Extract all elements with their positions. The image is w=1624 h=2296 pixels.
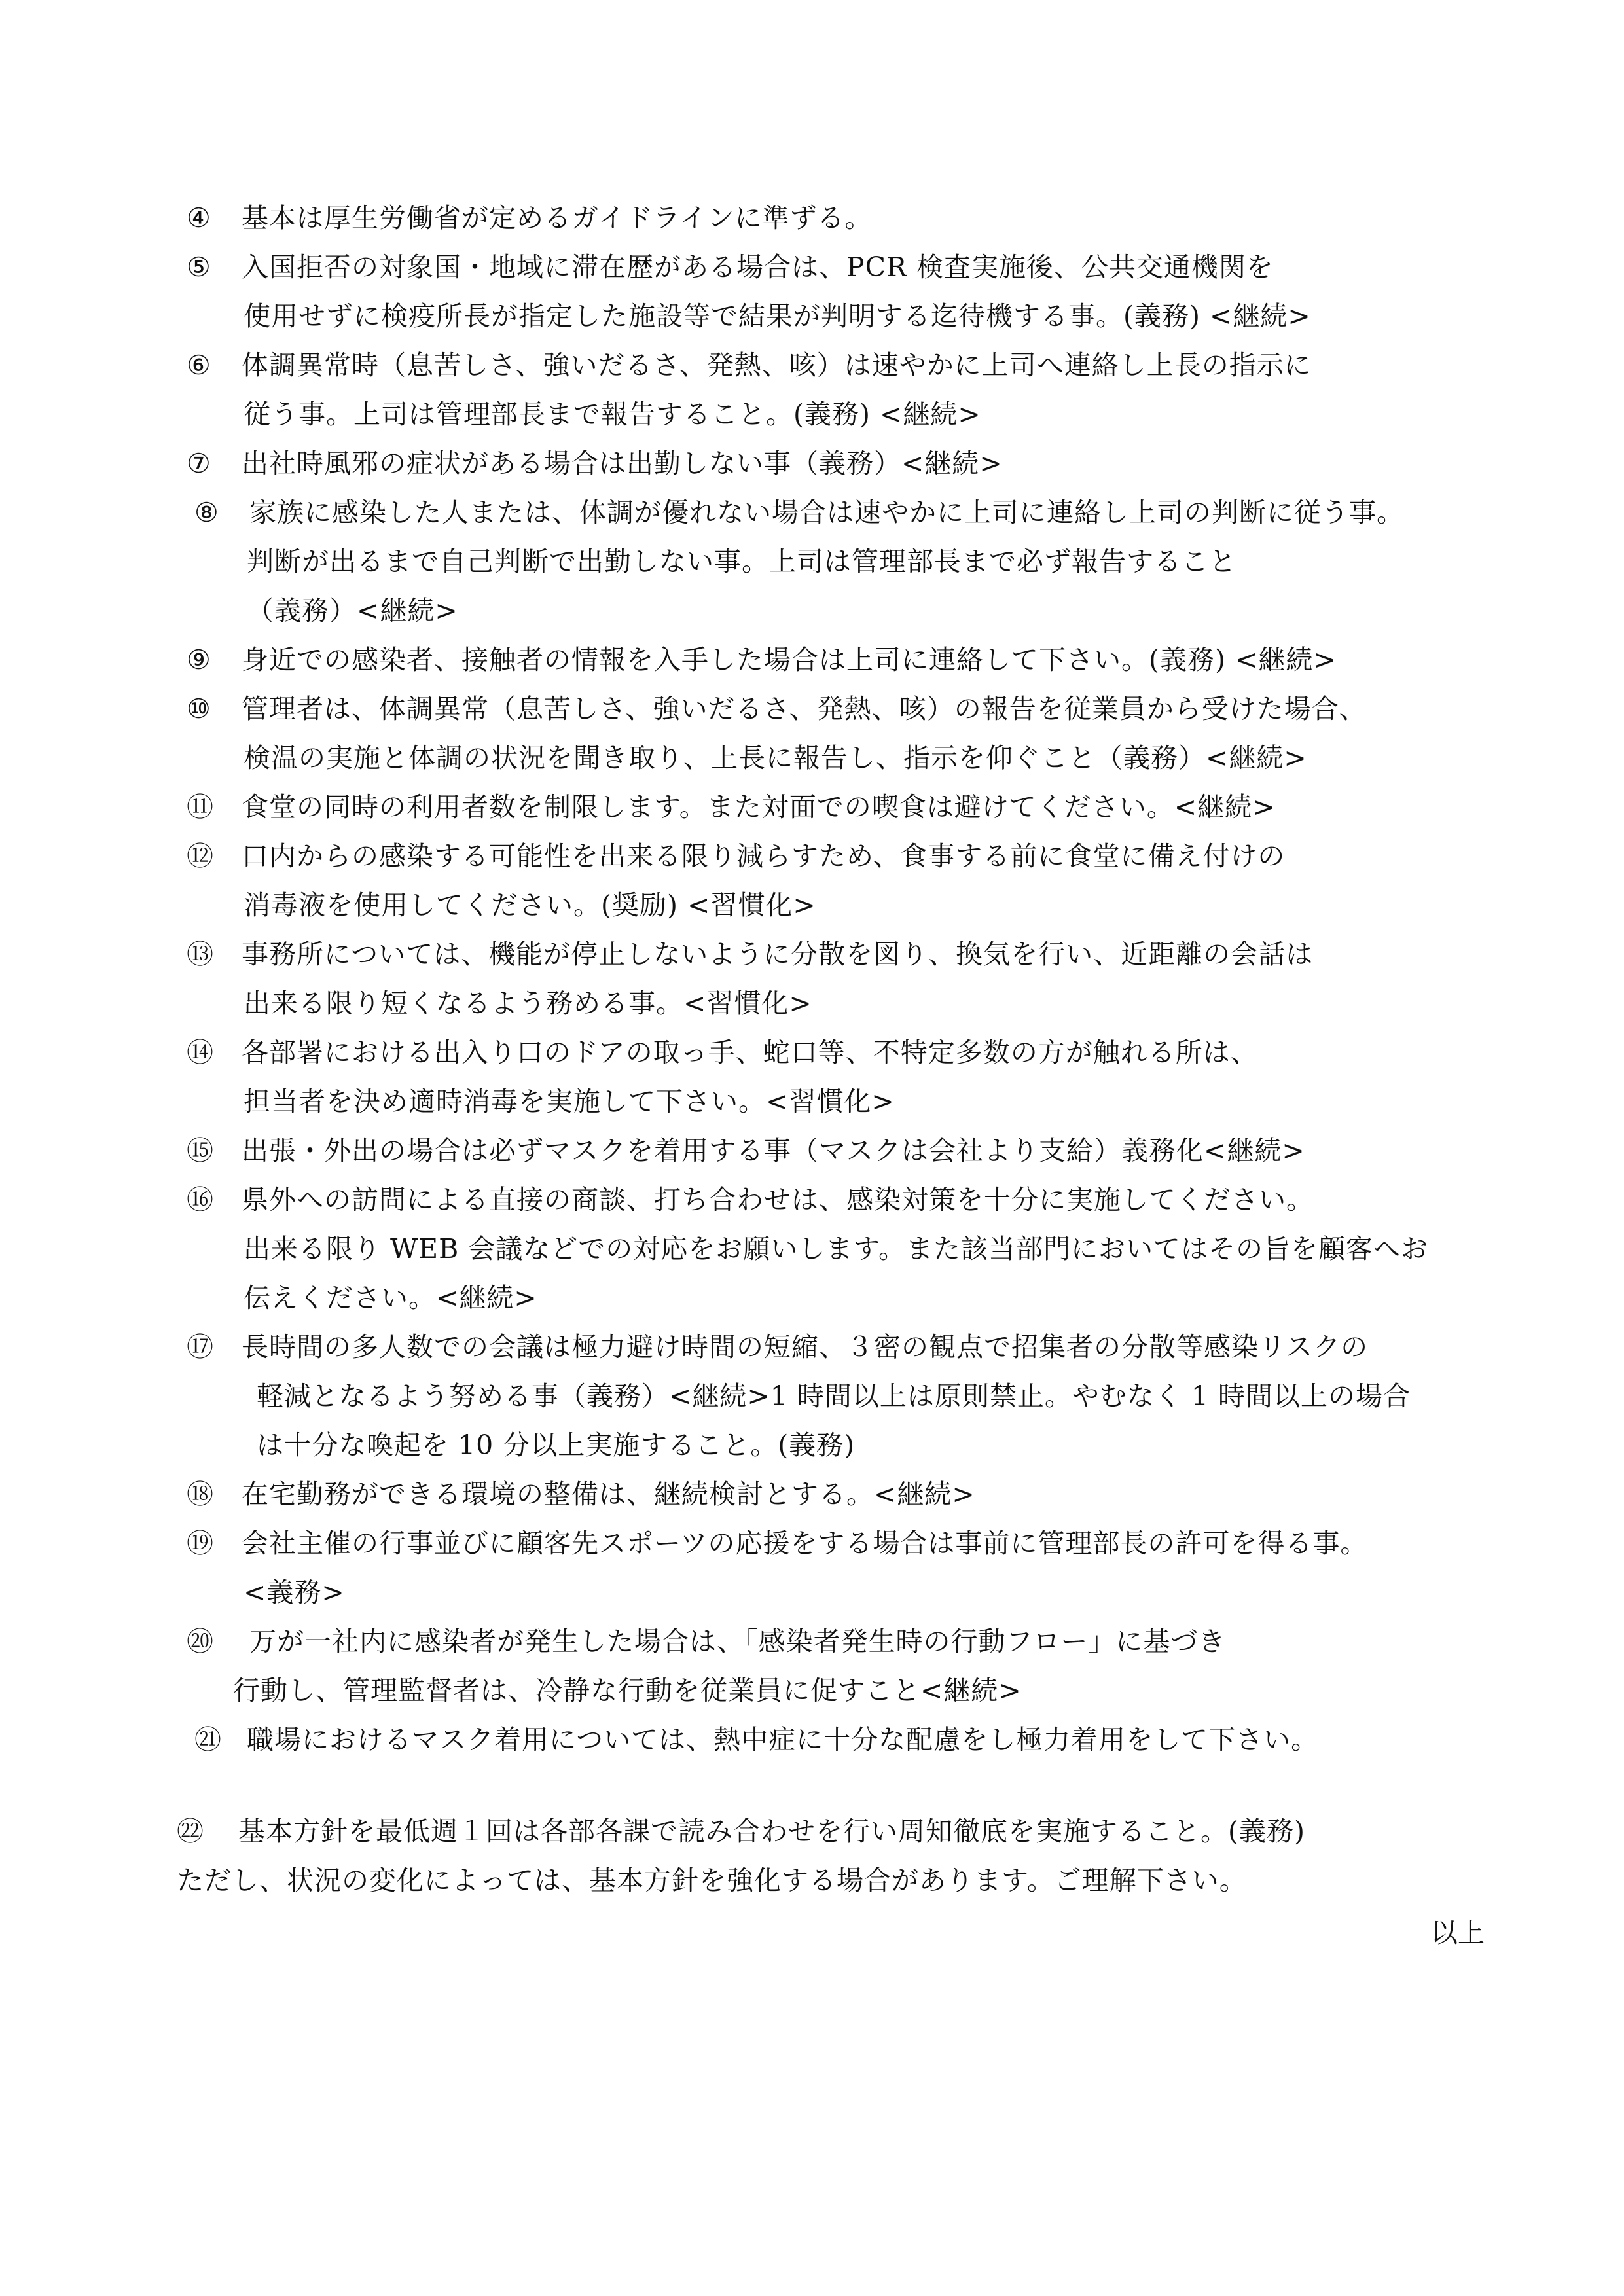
list-item <box>187 1476 975 1513</box>
list-item <box>187 1623 1226 1660</box>
item-number: ⑲ <box>187 1528 214 1559</box>
item-text: 食堂の同時の利用者数を制限します。また対面での喫食は避けてください。<継続> <box>242 791 1276 823</box>
item-continuation: 担当者を決め適時消毒を実施して下さい。<習慣化> <box>244 1086 895 1117</box>
item-number: ㉑ <box>194 1724 222 1755</box>
item-number: ⑦ <box>187 448 211 479</box>
item-number: ⑬ <box>187 939 214 970</box>
item-text: 入国拒否の対象国・地域に滞在歴がある場合は、PCR 検査実施後、公共交通機関を <box>242 251 1274 283</box>
list-item <box>187 641 1337 678</box>
item-text: 職場におけるマスク着用については、熱中症に十分な配慮をし極力着用をして下さい。 <box>247 1724 1319 1755</box>
item-text: 口内からの感染する可能性を出来る限り減らすため、食事する前に食堂に備え付けの <box>242 840 1286 872</box>
item-number: ⑫ <box>187 840 214 872</box>
item-text: 在宅勤務ができる環境の整備は、継続検討とする。<継続> <box>242 1479 975 1510</box>
item-number: ⑳ <box>187 1626 214 1657</box>
list-item <box>187 1525 1367 1562</box>
item-text: 万が一社内に感染者が発生した場合は、「感染者発生時の行動フロー」に基づき <box>249 1626 1226 1657</box>
item-text: 各部署における出入り口のドアの取っ手、蛇口等、不特定多数の方が触れる所は、 <box>242 1037 1258 1068</box>
item-number: ⑪ <box>187 791 214 823</box>
item-number: ⑱ <box>187 1479 214 1510</box>
list-item <box>187 691 1367 727</box>
item-text: 体調異常時（息苦しさ、強いだるさ、発熱、咳）は速やかに上司へ連絡し上長の指示に <box>242 350 1312 381</box>
list-item <box>187 838 1285 874</box>
list-item <box>194 1721 1318 1758</box>
item-number: ⑩ <box>187 693 211 725</box>
item-continuation: 使用せずに検疫所長が指定した施設等で結果が判明する迄待機する事。(義務) <継続> <box>244 300 1311 332</box>
list-item <box>187 1132 1305 1169</box>
item-number: ㉒ <box>177 1816 204 1847</box>
item-text: 家族に感染した人または、体調が優れない場合は速やかに上司に連絡し上司の判断に従う事。 <box>249 497 1404 528</box>
item-continuation: 軽減となるよう努める事（義務）<継続>1 時間以上は原則禁止。やむなく 1 時間以上の場合 <box>257 1380 1411 1412</box>
policy-disclaimer: ただし、状況の変化によっては、基本方針を強化する場合があります。ご理解下さい。 <box>177 1865 1247 1896</box>
list-item <box>187 1181 1314 1218</box>
list-item <box>187 347 1312 384</box>
list-item <box>187 1329 1368 1365</box>
item-continuation: <義務> <box>244 1577 345 1608</box>
item-text: 長時間の多人数での会議は極力避け時間の短縮、３密の観点で招集者の分散等感染リスクの <box>242 1331 1369 1363</box>
item-number: ⑮ <box>187 1135 214 1166</box>
list-item <box>187 936 1313 973</box>
item-number: ④ <box>187 202 211 234</box>
item-continuation: は十分な喚起を 10 分以上実施すること。(義務) <box>257 1429 856 1461</box>
item-continuation: 出来る限り短くなるよう務める事。<習慣化> <box>244 988 812 1019</box>
item-continuation: 行動し、管理監督者は、冷静な行動を従業員に促すこと<継続> <box>233 1675 1022 1706</box>
list-item <box>194 494 1404 531</box>
item-continuation: 消毒液を使用してください。(奨励) <習慣化> <box>244 889 816 921</box>
item-number: ⑰ <box>187 1331 214 1363</box>
item-number: ⑭ <box>187 1037 214 1068</box>
item-number: ⑨ <box>187 644 211 675</box>
item-continuation: 伝えください。<継続> <box>244 1282 537 1314</box>
item-text: 管理者は、体調異常（息苦しさ、強いだるさ、発熱、咳）の報告を従業員から受けた場合、 <box>242 693 1367 725</box>
item-continuation: （義務）<継続> <box>247 595 458 626</box>
list-item <box>187 789 1275 825</box>
item-continuation: 判断が出るまで自己判断で出勤しない事。上司は管理部長まで必ず報告すること <box>247 546 1236 577</box>
item-number: ⑧ <box>194 497 219 528</box>
item-continuation: 出来る限り WEB 会議などでの対応をお願いします。また該当部門においてはその旨を顧客へお <box>244 1233 1428 1265</box>
item-continuation: 検温の実施と体調の状況を聞き取り、上長に報告し、指示を仰ぐこと（義務）<継続> <box>244 742 1307 774</box>
item-text: 出張・外出の場合は必ずマスクを着用する事（マスクは会社より支給）義務化<継続> <box>242 1135 1305 1166</box>
item-text: 県外への訪問による直接の商談、打ち合わせは、感染対策を十分に実施してください。 <box>242 1184 1314 1215</box>
item-text: 会社主催の行事並びに顧客先スポーツの応援をする場合は事前に管理部長の許可を得る事。 <box>242 1528 1368 1559</box>
item-number: ⑤ <box>187 251 211 283</box>
policy-review-note <box>177 1813 1305 1850</box>
list-item <box>187 249 1274 285</box>
item-text: 身近での感染者、接触者の情報を入手した場合は上司に連絡して下さい。(義務) <継続> <box>242 644 1337 675</box>
item-text: 基本は厚生労働省が定めるガイドラインに準ずる。 <box>242 202 873 234</box>
list-item <box>187 445 1003 482</box>
list-item <box>187 1034 1258 1071</box>
item-number: ⑥ <box>187 350 211 381</box>
item-text: 基本方針を最低週１回は各部各課で読み合わせを行い周知徹底を実施すること。(義務) <box>238 1816 1305 1847</box>
list-item <box>187 200 873 236</box>
item-continuation: 従う事。上司は管理部長まで報告すること。(義務) <継続> <box>244 399 981 430</box>
closing-mark: 以上 <box>1431 1917 1485 1948</box>
item-text: 事務所については、機能が停止しないように分散を図り、換気を行い、近距離の会話は <box>242 939 1314 970</box>
item-number: ⑯ <box>187 1184 214 1215</box>
item-text: 出社時風邪の症状がある場合は出勤しない事（義務）<継続> <box>242 448 1003 479</box>
